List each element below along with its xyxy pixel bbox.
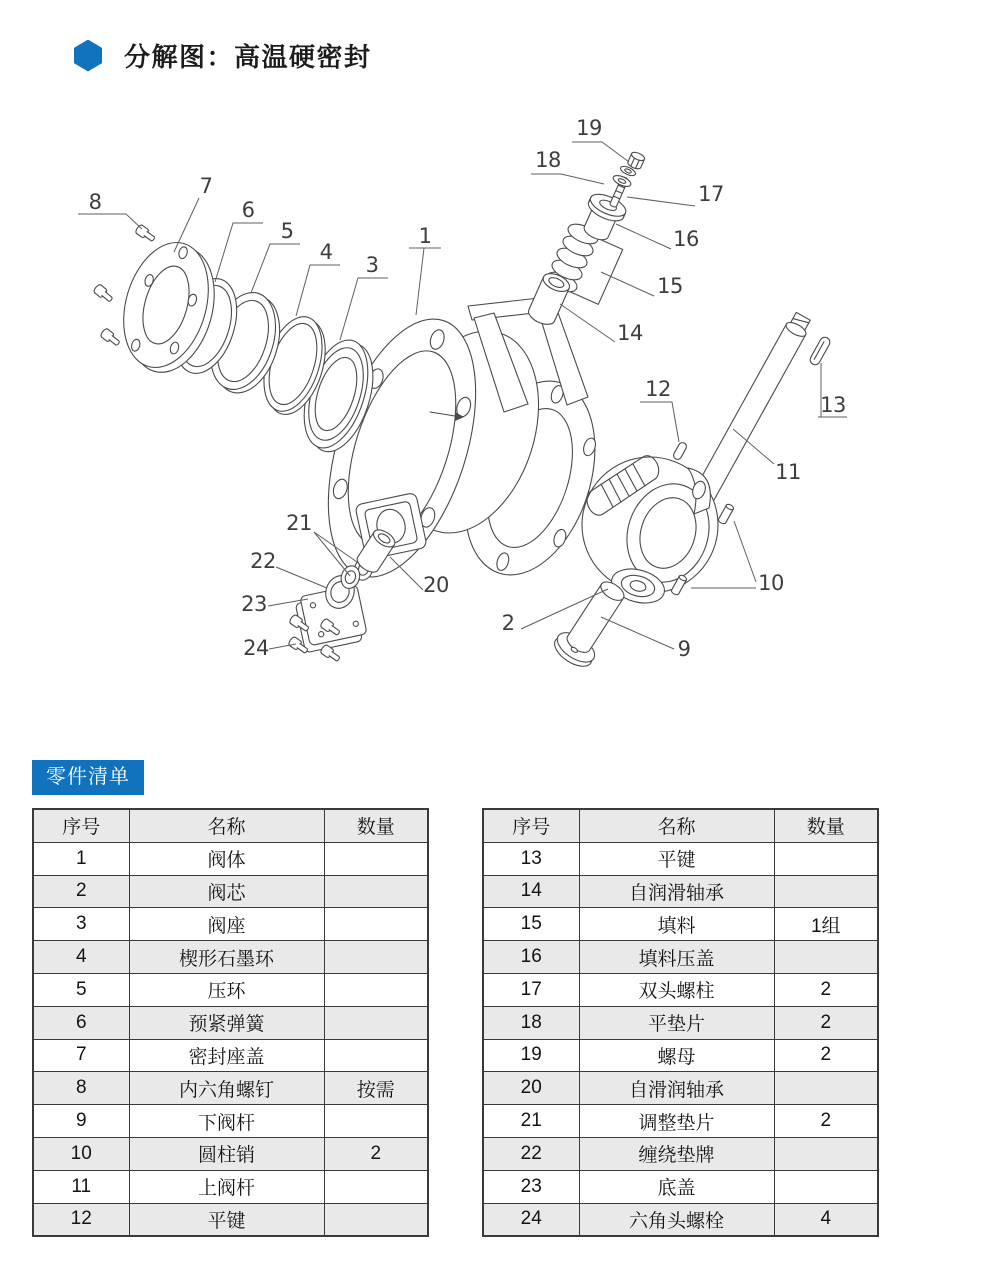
part-name: 阀芯 (129, 875, 324, 908)
table-row (33, 908, 428, 941)
table-row (483, 1105, 878, 1138)
part-name: 六角头螺栓 (579, 1203, 774, 1236)
part-no: 8 (33, 1072, 129, 1105)
part-name: 阀体 (129, 842, 324, 875)
part-no: 16 (483, 941, 579, 974)
part-no: 21 (483, 1105, 579, 1138)
part-qty (774, 1137, 878, 1170)
table-row (33, 1137, 428, 1170)
part-name: 填料 (579, 908, 774, 941)
table-row (33, 842, 428, 875)
part-no: 18 (483, 1006, 579, 1039)
part-no: 1 (33, 842, 129, 875)
part-qty (324, 1203, 428, 1236)
callout-24: 24 (243, 636, 269, 660)
parts-table-right (482, 808, 879, 1237)
callout-19: 19 (576, 116, 602, 140)
part-no: 9 (33, 1105, 129, 1138)
callout-15: 15 (657, 274, 683, 298)
parts-list-label: 零件清单 (32, 760, 144, 795)
part-no: 17 (483, 973, 579, 1006)
part-name: 平键 (579, 842, 774, 875)
part-no: 11 (33, 1170, 129, 1203)
table-row (33, 1039, 428, 1072)
callout-4: 4 (319, 240, 333, 264)
part-qty: 2 (774, 973, 878, 1006)
part-qty (324, 973, 428, 1006)
part-no: 10 (33, 1137, 129, 1170)
part-no: 2 (33, 875, 129, 908)
part-qty (324, 1105, 428, 1138)
part-no: 12 (33, 1203, 129, 1236)
callout-5: 5 (280, 219, 294, 243)
part-no: 3 (33, 908, 129, 941)
part-no: 20 (483, 1072, 579, 1105)
col-header-qty: 数量 (774, 809, 878, 842)
exploded-view-diagram (0, 88, 1000, 760)
callout-16: 16 (673, 227, 699, 251)
parts-table-left (32, 808, 429, 1237)
callout-22: 22 (250, 549, 276, 573)
part-qty: 2 (774, 1105, 878, 1138)
table-row (33, 875, 428, 908)
part-name: 自润滑轴承 (579, 875, 774, 908)
part-qty (324, 1039, 428, 1072)
table-header-row (33, 809, 428, 842)
part-12-key (672, 441, 688, 461)
callout-21: 21 (286, 511, 312, 535)
callout-13: 13 (820, 393, 846, 417)
hexagon-bullet-icon (74, 40, 102, 72)
callout-17: 17 (698, 182, 724, 206)
page-header (74, 37, 372, 74)
part-no: 19 (483, 1039, 579, 1072)
col-header-name: 名称 (129, 809, 324, 842)
part-qty: 4 (774, 1203, 878, 1236)
callout-12: 12 (645, 377, 671, 401)
part-name: 双头螺柱 (579, 973, 774, 1006)
part-qty (774, 1170, 878, 1203)
col-header-qty: 数量 (324, 809, 428, 842)
part-no: 14 (483, 875, 579, 908)
table-row (483, 1006, 878, 1039)
callout-3: 3 (365, 253, 379, 277)
callout-11: 11 (775, 460, 801, 484)
part-qty (324, 1170, 428, 1203)
callout-23: 23 (241, 592, 267, 616)
part-qty: 按需 (324, 1072, 428, 1105)
exploded-diagram-svg (0, 88, 1000, 760)
table-row (33, 973, 428, 1006)
table-row (483, 875, 878, 908)
callout-1: 1 (418, 224, 432, 248)
table-row (483, 908, 878, 941)
callout-9: 9 (677, 637, 691, 661)
part-qty (324, 941, 428, 974)
page-title: 分解图：高温硬密封 (124, 42, 372, 72)
part-qty (324, 842, 428, 875)
part-name: 楔形石墨环 (129, 941, 324, 974)
col-header-name: 名称 (579, 809, 774, 842)
part-qty (324, 875, 428, 908)
part-no: 5 (33, 973, 129, 1006)
table-row (483, 842, 878, 875)
table-row (483, 1203, 878, 1236)
table-row (483, 1137, 878, 1170)
part-name: 底盖 (579, 1170, 774, 1203)
part-name: 圆柱销 (129, 1137, 324, 1170)
part-no: 7 (33, 1039, 129, 1072)
col-header-no: 序号 (483, 809, 579, 842)
table-row (483, 1039, 878, 1072)
part-13-key (808, 335, 831, 366)
table-row (33, 1203, 428, 1236)
part-name: 平键 (129, 1203, 324, 1236)
part-name: 下阀杆 (129, 1105, 324, 1138)
part-qty (774, 1072, 878, 1105)
callout-8: 8 (88, 190, 102, 214)
part-name: 平垫片 (579, 1006, 774, 1039)
table-row (33, 1006, 428, 1039)
callout-14: 14 (617, 321, 643, 345)
callout-6: 6 (241, 198, 255, 222)
table-row (33, 1105, 428, 1138)
part-name: 螺母 (579, 1039, 774, 1072)
part-no: 24 (483, 1203, 579, 1236)
part-name: 内六角螺钉 (129, 1072, 324, 1105)
part-name: 阀座 (129, 908, 324, 941)
part-no: 23 (483, 1170, 579, 1203)
callout-7: 7 (199, 174, 213, 198)
part-no: 4 (33, 941, 129, 974)
table-row (33, 941, 428, 974)
part-qty (324, 1006, 428, 1039)
part-qty: 2 (774, 1039, 878, 1072)
part-no: 22 (483, 1137, 579, 1170)
callout-2: 2 (501, 611, 515, 635)
callout-20: 20 (423, 573, 449, 597)
table-row (483, 1170, 878, 1203)
table-row (483, 1072, 878, 1105)
part-no: 6 (33, 1006, 129, 1039)
table-row (483, 973, 878, 1006)
part-name: 填料压盖 (579, 941, 774, 974)
col-header-no: 序号 (33, 809, 129, 842)
part-qty (774, 875, 878, 908)
part-name: 自滑润轴承 (579, 1072, 774, 1105)
part-qty: 1组 (774, 908, 878, 941)
table-row (483, 941, 878, 974)
part-qty (774, 842, 878, 875)
part-qty (774, 941, 878, 974)
part-qty: 2 (774, 1006, 878, 1039)
callout-18: 18 (535, 148, 561, 172)
callout-10: 10 (758, 571, 784, 595)
part-no: 15 (483, 908, 579, 941)
part-name: 压环 (129, 973, 324, 1006)
part-qty: 2 (324, 1137, 428, 1170)
part-name: 调整垫片 (579, 1105, 774, 1138)
table-row (33, 1072, 428, 1105)
table-header-row (483, 809, 878, 842)
part-name: 密封座盖 (129, 1039, 324, 1072)
part-no: 13 (483, 842, 579, 875)
part-name: 预紧弹簧 (129, 1006, 324, 1039)
part-name: 上阀杆 (129, 1170, 324, 1203)
table-row (33, 1170, 428, 1203)
part-name: 缠绕垫牌 (579, 1137, 774, 1170)
part-qty (324, 908, 428, 941)
